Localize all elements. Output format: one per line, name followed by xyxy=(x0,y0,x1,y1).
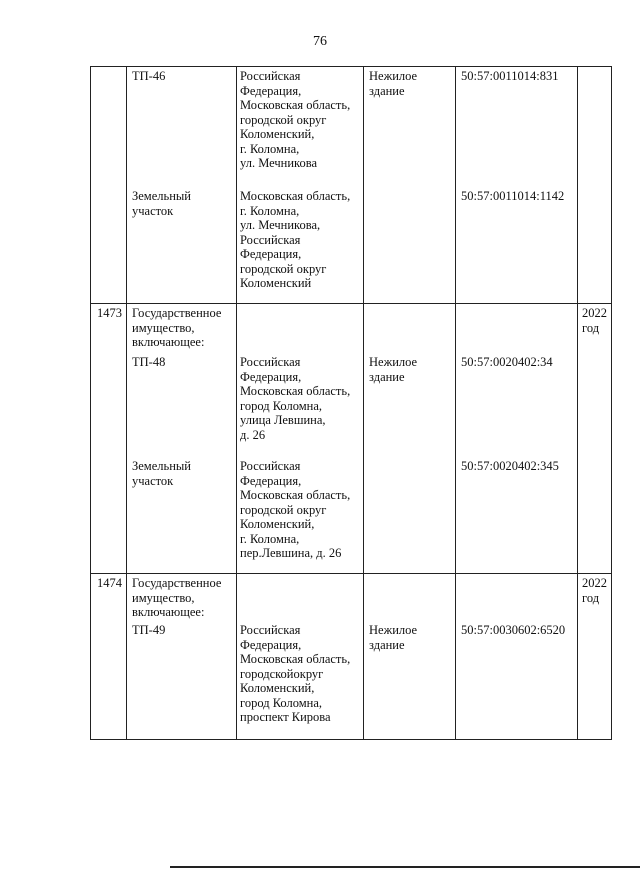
column-divider xyxy=(363,67,364,739)
item-cadastral-number: 50:57:0030602:6520 xyxy=(461,623,566,637)
row-number: 1473 xyxy=(97,306,122,320)
item-type: Нежилое здание xyxy=(369,355,418,384)
item-address: Российская Федерация, Московская область, город Коломна, улица Левшина, д. 26 xyxy=(240,355,351,442)
item-address: Московская область, г. Коломна, ул. Мечникова, Российская Федерация, городской округ Коломенский xyxy=(240,189,351,290)
column-divider xyxy=(236,67,237,739)
row-year: 2022 год xyxy=(582,306,607,335)
row-year: 2022 год xyxy=(582,576,607,605)
item-name: ТП-46 xyxy=(132,69,166,83)
item-name: ТП-49 xyxy=(132,623,166,637)
property-table xyxy=(90,66,612,740)
page-number: 76 xyxy=(313,34,327,49)
item-name: Земельный участок xyxy=(132,189,191,218)
item-cadastral-number: 50:57:0020402:345 xyxy=(461,459,559,473)
item-cadastral-number: 50:57:0011014:1142 xyxy=(461,189,565,203)
row-header: Государственное имущество, включающее: xyxy=(132,306,222,349)
row-divider xyxy=(91,303,611,304)
item-type: Нежилое здание xyxy=(369,623,418,652)
item-address: Российская Федерация, Московская область, городской округ Коломенский, г. Коломна, пер.Левшина, д. 26 xyxy=(240,459,351,560)
item-cadastral-number: 50:57:0020402:34 xyxy=(461,355,553,369)
item-address: Российская Федерация, Московская область, городскойокруг Коломенский, город Коломна, проспект Кирова xyxy=(240,623,351,724)
item-cadastral-number: 50:57:0011014:831 xyxy=(461,69,559,83)
column-divider xyxy=(126,67,127,739)
row-divider xyxy=(91,573,611,574)
bottom-rule xyxy=(170,866,640,868)
item-type: Нежилое здание xyxy=(369,69,418,98)
column-divider xyxy=(455,67,456,739)
item-name: ТП-48 xyxy=(132,355,166,369)
item-address: Российская Федерация, Московская область, городской округ Коломенский, г. Коломна, ул. Мечникова xyxy=(240,69,351,170)
row-number: 1474 xyxy=(97,576,122,590)
column-divider xyxy=(577,67,578,739)
row-header: Государственное имущество, включающее: xyxy=(132,576,222,619)
item-name: Земельный участок xyxy=(132,459,191,488)
